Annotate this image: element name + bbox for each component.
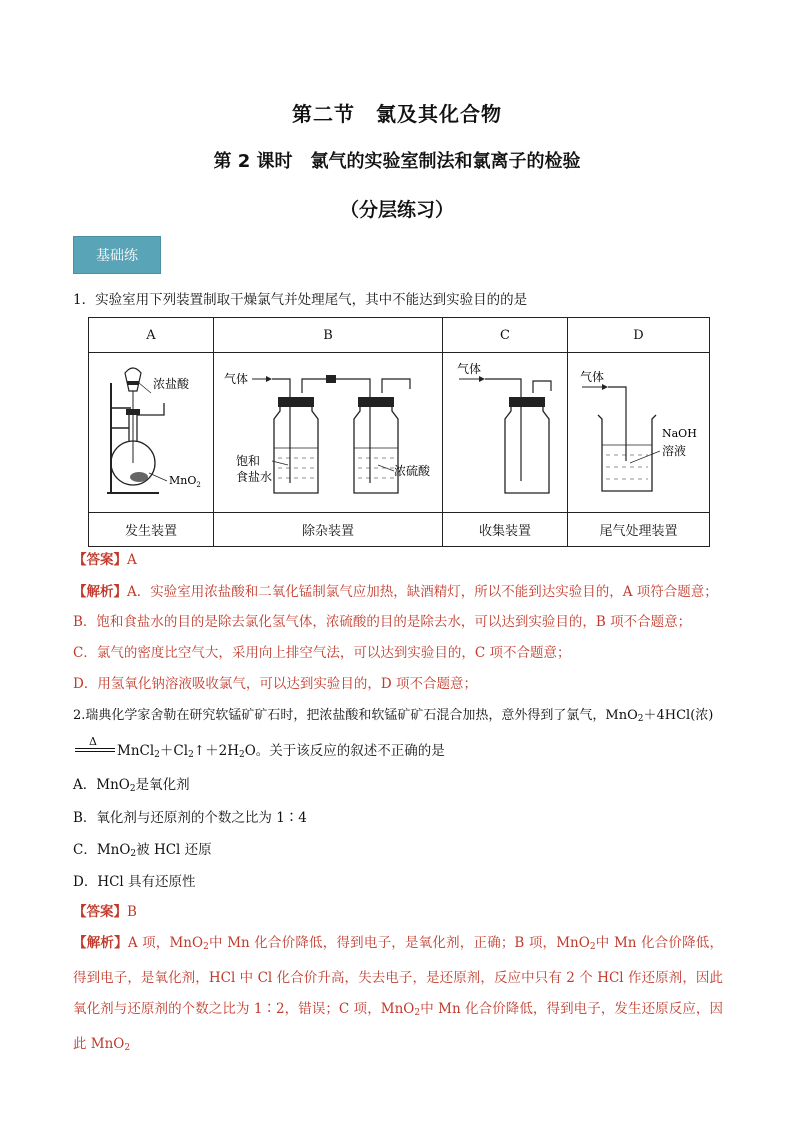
analysis-text: 中 Mn 化合价降低，得到电子，是氧化剂，正确；B 项，MnO xyxy=(208,935,590,951)
caption-b: 除杂装置 xyxy=(214,513,443,547)
generator-apparatus-diagram xyxy=(89,353,213,508)
q2-option-a xyxy=(73,775,190,799)
q1-analysis-a xyxy=(73,582,718,602)
q2-sub: 2 xyxy=(637,714,644,724)
heat-condition xyxy=(73,735,117,758)
label-conc-hcl: 浓盐酸 xyxy=(153,377,190,391)
option-text: 是氧化剂 xyxy=(135,777,190,793)
caption-d: 尾气处理装置 xyxy=(568,513,710,547)
analysis-line: A．实验室用浓盐酸和二氧化锰制氯气应加热，缺酒精灯，所以不能到达实验目的，A 项符合题意； xyxy=(127,584,718,600)
option-text: A．MnO xyxy=(73,777,130,793)
q2-option-b: B．氧化剂与还原剂的个数之比为 1∶4 xyxy=(73,810,307,826)
analysis-text: A 项，MnO xyxy=(127,935,204,951)
eq-part: ＋Cl xyxy=(159,743,189,759)
analysis-sub: 2 xyxy=(124,1043,131,1053)
q2-option-c xyxy=(73,840,212,864)
figure-d-absorber xyxy=(568,353,710,513)
label-brine: 食盐水 xyxy=(236,470,273,484)
col-header-c: C xyxy=(443,318,568,353)
exercise-label: （分层练习） xyxy=(339,199,454,221)
label-gas-c: 气体 xyxy=(457,362,482,376)
q2-equation xyxy=(73,735,445,765)
section-title: 第二节 氯及其化合物 xyxy=(292,102,502,126)
delta-symbol: Δ xyxy=(89,735,97,748)
analysis-text: 中 Mn 化合价降低，得到电子，发生还原反应，因此 MnO xyxy=(73,1001,723,1052)
label-naoh: NaOH xyxy=(662,427,697,440)
purifier-apparatus-diagram xyxy=(214,353,442,508)
caption-a: 发生装置 xyxy=(89,513,214,547)
col-header-a: A xyxy=(89,318,214,353)
figure-a-generator xyxy=(89,353,214,513)
q1-analysis-b: B．饱和食盐水的目的是除去氯化氢气体，浓硫酸的目的是除去水，可以达到实验目的，B 项不合题意； xyxy=(73,614,692,630)
lesson-title: 第 2 课时 氯气的实验室制法和氯离子的检验 xyxy=(213,151,581,172)
eq-sub: 2 xyxy=(188,750,194,760)
answer-tag: 【答案】 xyxy=(73,904,127,920)
q2-option-d: D．HCl 具有还原性 xyxy=(73,874,196,890)
analysis-tag: 【解析】 xyxy=(73,584,127,600)
answer-value: A xyxy=(127,552,137,568)
apparatus-table xyxy=(88,317,710,547)
q1-answer xyxy=(73,550,137,570)
q2-stem xyxy=(73,706,713,729)
caption-c: 收集装置 xyxy=(443,513,568,547)
q2-answer xyxy=(73,902,137,922)
label-solution: 溶液 xyxy=(662,444,687,458)
label-mno2: MnO$_2$ xyxy=(169,474,201,489)
option-text: C．MnO xyxy=(73,842,131,858)
col-header-b: B xyxy=(214,318,443,353)
eq-part: ↑＋2H xyxy=(193,743,239,759)
eq-sub: 2 xyxy=(238,750,245,760)
collector-apparatus-diagram xyxy=(443,353,567,508)
analysis-sub: 2 xyxy=(589,942,596,952)
label-gas-b: 气体 xyxy=(224,372,249,386)
figure-b-purifier xyxy=(214,353,443,513)
eq-part: MnCl xyxy=(117,743,155,759)
figure-c-collector xyxy=(443,353,568,513)
analysis-sub: 2 xyxy=(203,942,209,952)
option-sub: 2 xyxy=(129,784,136,794)
option-sub: 2 xyxy=(130,849,137,859)
analysis-tag: 【解析】 xyxy=(73,935,128,951)
answer-tag: 【答案】 xyxy=(73,552,127,568)
q2-stem-tail: ＋4HCl(浓) xyxy=(643,708,714,723)
analysis-text: 中 Mn 化合价降低，得到电子，是氧化剂，HCl 中 Cl 化合价升高，失去电子，是还原剂，反应中只有 2 个 HCl 作还原剂，因此氧化剂与还原剂的个数之比为 1∶2，错误；C 项，MnO xyxy=(73,935,724,1017)
eq-part: O。关于该反应的叙述不正确的是 xyxy=(244,743,445,759)
col-header-d: D xyxy=(568,318,710,353)
label-gas-d: 气体 xyxy=(580,370,605,384)
label-conc-h2so4: 浓硫酸 xyxy=(394,464,431,478)
q2-stem-text: 2.瑞典化学家舍勒在研究软锰矿矿石时，把浓盐酸和软锰矿矿石混合加热，意外得到了氯气，MnO xyxy=(73,708,638,723)
q1-stem: 1．实验室用下列装置制取干燥氯气并处理尾气，其中不能达到实验目的的是 xyxy=(73,292,528,308)
option-text: 被 HCl 还原 xyxy=(136,842,212,858)
absorber-apparatus-diagram xyxy=(568,353,709,508)
q1-analysis-d: D．用氢氧化钠溶液吸收氯气，可以达到实验目的，D 项不合题意； xyxy=(73,676,477,692)
eq-sub: 2 xyxy=(154,750,160,760)
label-saturated: 饱和 xyxy=(236,454,261,468)
section-badge: 基础练 xyxy=(73,236,161,274)
answer-value: B xyxy=(127,904,137,920)
q1-analysis-c: C．氯气的密度比空气大，采用向上排空气法，可以达到实验目的，C 项不合题意； xyxy=(73,645,571,661)
q2-analysis xyxy=(73,928,723,1064)
analysis-sub: 2 xyxy=(414,1008,421,1018)
